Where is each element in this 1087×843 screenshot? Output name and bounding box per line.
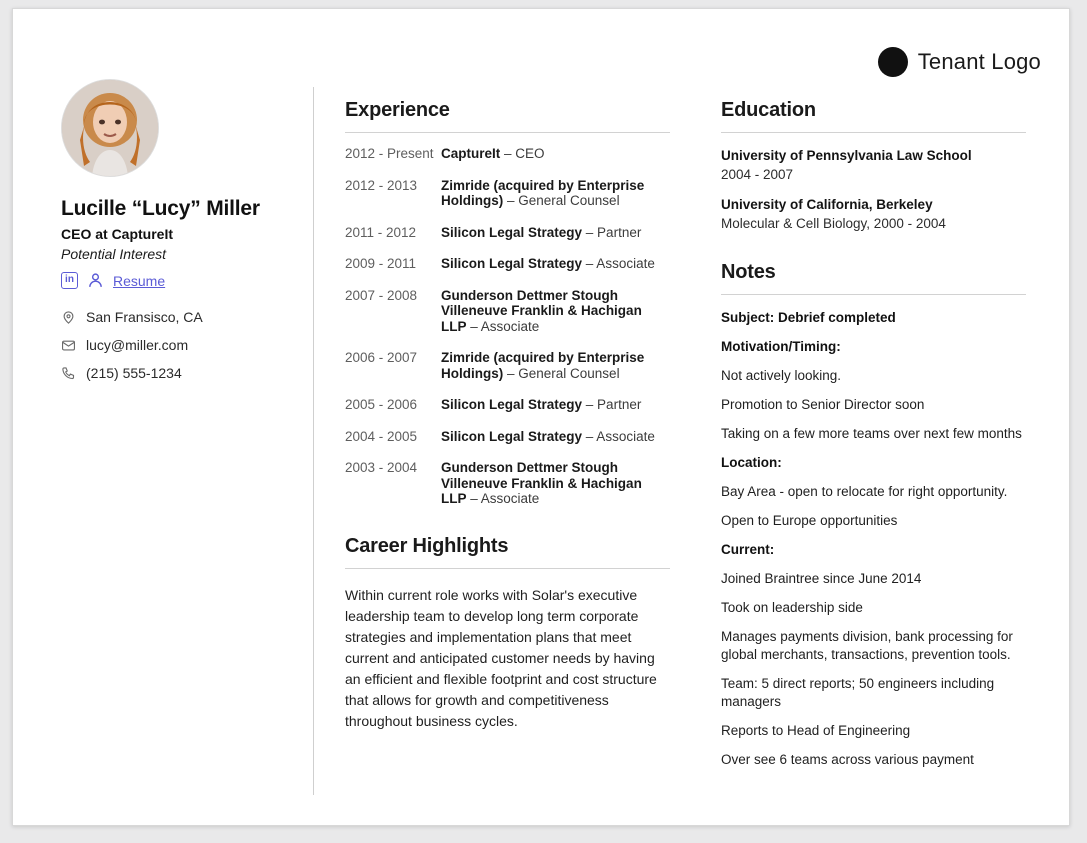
experience-item-description <box>441 225 641 241</box>
resume-link[interactable]: Resume <box>113 272 166 289</box>
location-pin-icon <box>61 310 76 325</box>
experience-item-date: 2005 - 2006 <box>345 397 418 412</box>
experience-item-description <box>441 146 545 162</box>
column-divider <box>313 87 314 795</box>
note-item: Over see 6 teams across various payment <box>721 752 974 767</box>
education-item <box>721 147 1026 182</box>
contact-location <box>61 309 296 325</box>
experience-item <box>345 350 670 381</box>
experience-item-date: 2006 - 2007 <box>345 350 418 365</box>
note-item: Team: 5 direct reports; 50 engineers including managers <box>721 676 995 709</box>
contact-location-text: San Fransisco, CA <box>86 309 203 325</box>
person-interest: Potential Interest <box>61 246 167 262</box>
avatar <box>61 79 159 177</box>
tenant-logo <box>878 47 1041 77</box>
experience-item-title: – Associate <box>582 256 655 271</box>
education-notes-column <box>721 99 1026 780</box>
note-item: Took on leadership side <box>721 600 863 615</box>
experience-item-company: Gunderson Dettmer Stough Villeneuve Franklin & Hachigan LLP <box>441 460 642 506</box>
contact-phone-text: (215) 555-1234 <box>86 365 182 381</box>
note-item: Location: <box>721 455 782 470</box>
education-list <box>721 147 1026 231</box>
education-heading: Education <box>721 99 816 121</box>
note-item: Subject: Debrief completed <box>721 310 896 325</box>
experience-item-date: 2012 - Present <box>345 146 434 161</box>
experience-item-date: 2003 - 2004 <box>345 460 418 475</box>
experience-item-company: Zimride (acquired by Enterprise Holdings) <box>441 177 645 208</box>
contact-phone <box>61 365 296 381</box>
experience-item <box>345 256 670 272</box>
career-highlights-rule <box>345 568 670 569</box>
note-item: Motivation/Timing: <box>721 339 841 354</box>
experience-item-description <box>441 429 655 445</box>
experience-item <box>345 146 670 162</box>
resume-card <box>12 8 1070 826</box>
profile-links <box>61 272 296 289</box>
experience-item-description <box>441 460 670 507</box>
experience-item-date: 2004 - 2005 <box>345 428 418 444</box>
notes-heading: Notes <box>721 261 776 283</box>
education-detail: 2004 - 2007 <box>721 167 794 182</box>
experience-item-date: 2009 - 2011 <box>345 256 417 271</box>
career-highlights-body: Within current role works with Solar's executive leadership team to develop long term corporate strategies and implementation plans that meet current and anticipated customer needs by having an efficient and flexible footprint and cost structure that allows for growth and competitiveness throughout business cycles. <box>345 586 657 729</box>
experience-item-company: Silicon Legal Strategy <box>441 224 583 240</box>
experience-item-description <box>441 350 670 381</box>
experience-item <box>345 288 670 335</box>
experience-item-title: – Associate <box>466 318 540 334</box>
education-detail: Molecular & Cell Biology, 2000 - 2004 <box>721 216 946 231</box>
note-item: Manages payments division, bank processing for global merchants, transactions, prevention tools. <box>721 629 1013 662</box>
note-item: Joined Braintree since June 2014 <box>721 571 922 586</box>
experience-item-company: CaptureIt <box>441 146 501 161</box>
experience-item-description <box>441 178 670 209</box>
experience-item <box>345 429 670 445</box>
person-role: CEO at CaptureIt <box>61 226 174 242</box>
career-highlights-heading: Career Highlights <box>345 534 509 557</box>
tenant-logo-label: Tenant Logo <box>917 49 1041 74</box>
note-item: Bay Area - open to relocate for right opportunity. <box>721 484 1008 499</box>
experience-column <box>345 99 670 732</box>
education-school: University of Pennsylvania Law School <box>721 148 972 163</box>
notes-list <box>721 309 1026 769</box>
experience-item-date: 2012 - 2013 <box>345 177 418 193</box>
experience-item <box>345 397 670 413</box>
experience-item <box>345 460 670 507</box>
contact-email <box>61 337 296 353</box>
education-item <box>721 196 1026 231</box>
note-item: Not actively looking. <box>721 368 842 383</box>
profile-column <box>61 79 296 393</box>
notes-rule <box>721 294 1026 295</box>
note-item: Promotion to Senior Director soon <box>721 397 925 412</box>
experience-item-title: – General Counsel <box>503 193 620 208</box>
experience-item-date: 2011 - 2012 <box>345 224 417 240</box>
education-school: University of California, Berkeley <box>721 197 933 212</box>
experience-item-title: – CEO <box>500 146 545 161</box>
note-item: Current: <box>721 542 775 557</box>
contact-email-text[interactable]: lucy@miller.com <box>86 337 189 353</box>
contact-info <box>61 309 296 381</box>
experience-item-company: Gunderson Dettmer Stough Villeneuve Franklin & Hachigan LLP <box>441 287 642 334</box>
experience-item-title: – Associate <box>582 428 655 444</box>
linkedin-icon[interactable]: in <box>61 272 78 289</box>
experience-heading: Experience <box>345 99 450 121</box>
circle-logo-icon <box>878 47 908 77</box>
career-highlights-section <box>345 535 670 732</box>
experience-list <box>345 146 670 507</box>
experience-item-company: Silicon Legal Strategy <box>441 428 583 444</box>
note-item: Reports to Head of Engineering <box>721 723 911 738</box>
experience-item-title: – Partner <box>582 224 642 240</box>
experience-item <box>345 225 670 241</box>
experience-item-company: Silicon Legal Strategy <box>441 397 583 412</box>
experience-item-title: – Partner <box>582 397 642 412</box>
note-item: Open to Europe opportunities <box>721 513 898 528</box>
experience-item-company: Silicon Legal Strategy <box>441 256 583 271</box>
envelope-icon <box>61 338 76 353</box>
page-title: Lucille “Lucy” Miller <box>61 197 260 220</box>
experience-item-description <box>441 397 641 413</box>
phone-icon <box>61 366 76 381</box>
note-item: Taking on a few more teams over next few months <box>721 426 1022 441</box>
experience-item-description <box>441 256 655 272</box>
experience-item-description <box>441 288 670 335</box>
experience-item <box>345 178 670 209</box>
education-rule <box>721 132 1026 133</box>
experience-item-title: – Associate <box>466 491 540 506</box>
experience-item-title: – General Counsel <box>503 365 620 381</box>
experience-item-date: 2007 - 2008 <box>345 287 418 303</box>
experience-item-company: Zimride (acquired by Enterprise Holdings) <box>441 350 645 381</box>
person-icon[interactable] <box>87 272 104 289</box>
experience-rule <box>345 132 670 133</box>
